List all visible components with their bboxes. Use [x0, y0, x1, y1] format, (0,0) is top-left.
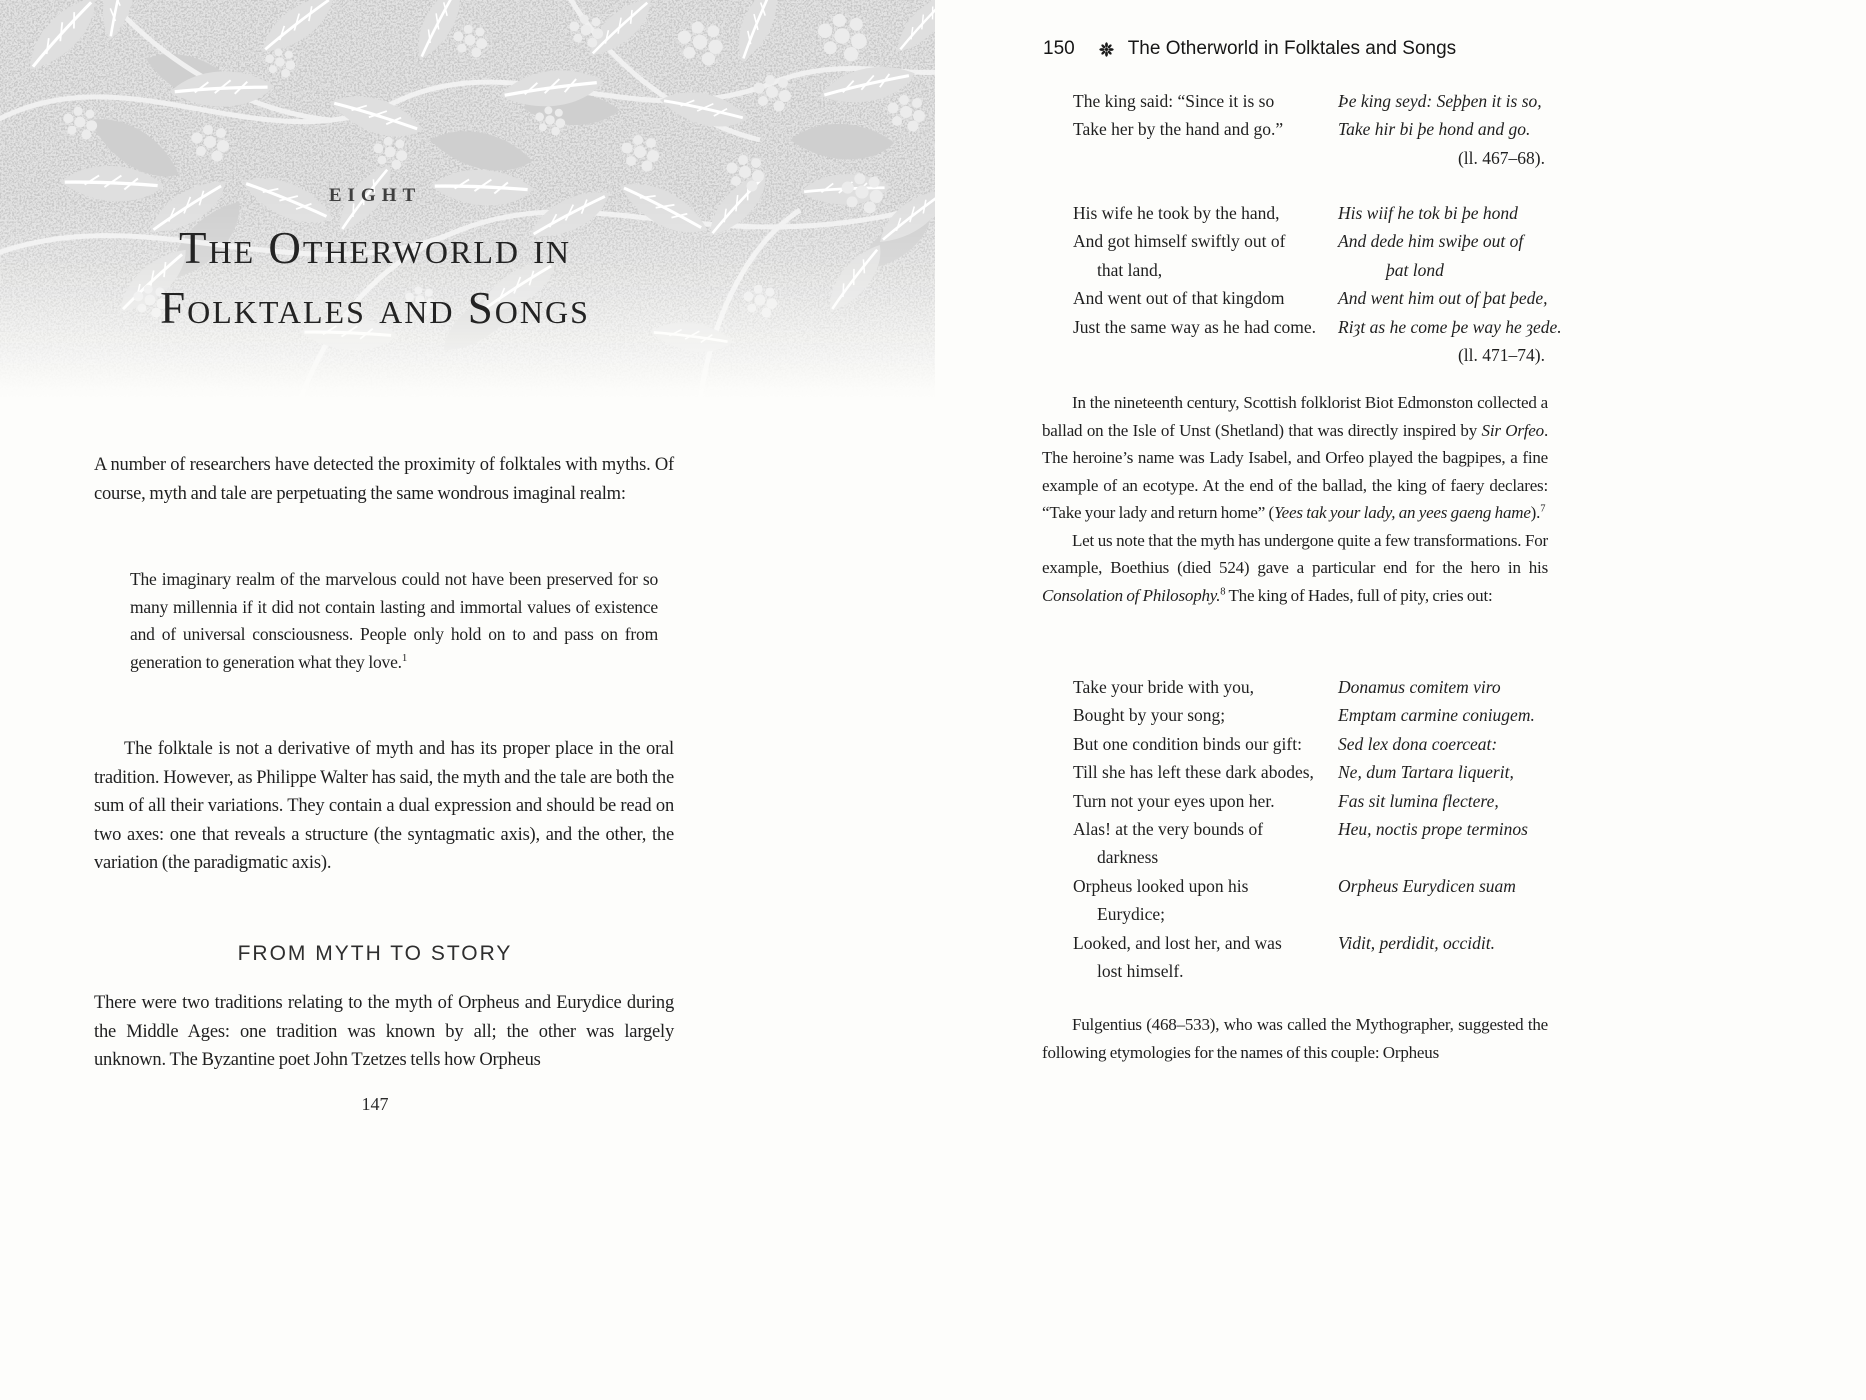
text-run: ).	[1530, 503, 1541, 522]
right-page-prose	[1042, 389, 1548, 609]
paragraph-boethius	[1042, 527, 1548, 610]
verse-row	[1073, 929, 1545, 957]
running-head-title: The Otherworld in Folktales and Songs	[1127, 38, 1457, 59]
verse-line-english: Turn not your eyes upon her.	[1073, 790, 1275, 811]
verse-line-english: But one condition binds our gift:	[1073, 733, 1302, 754]
verse-line-middle-english: Take hir bi þe hond and go.	[1338, 119, 1531, 140]
verse-row	[1073, 673, 1545, 701]
text-run: . The heroine’s name was Lady Isabel, and Orfeo played the bagpipes, a fine example of an ecotype. At the end of the ballad, the king of faery declares: “Take your lady and return home” (	[1042, 420, 1548, 522]
verse-row	[1073, 730, 1545, 758]
verse-line-english: Till she has left these dark abodes,	[1073, 762, 1314, 783]
verse-line-english: Take your bride with you,	[1073, 677, 1255, 697]
italic-dialect-quote: Yees tak your lady, an yees gaeng hame	[1273, 503, 1531, 522]
verse-line-middle-english: þat lond	[1386, 259, 1444, 280]
running-head	[1043, 38, 1456, 60]
verse-row	[1073, 115, 1545, 143]
footnote-marker-8: 8	[1220, 585, 1226, 597]
verse-row	[1073, 701, 1545, 729]
paragraph-folktale: The folktale is not a derivative of myth and has its proper place in the oral tradition. However, as Philippe Walter has said, the myth and the tale are both the sum of all their variations. They contain a dual expression and should be read on two axes: one that reveals a structure (the syntagmatic axis), and the other, the variation (the paradigmatic axis).	[94, 739, 674, 873]
text-run: In the nineteenth century, Scottish folklorist Biot Edmonston collected a ballad on the Isle of Unst (Shetland) that was directly inspired by	[1042, 393, 1548, 440]
verse-line-english: His wife he took by the hand,	[1073, 203, 1280, 223]
verse-row	[1073, 758, 1545, 786]
section-heading-from-myth-to-story: FROM MYTH TO STORY	[237, 942, 513, 965]
verse-row	[1073, 900, 1545, 928]
verse-row	[1073, 815, 1545, 843]
verse-line-latin: Sed lex dona coerceat:	[1338, 733, 1498, 754]
verse-line-english: Take her by the hand and go.”	[1073, 119, 1284, 140]
verse-line-english: lost himself.	[1097, 961, 1184, 982]
paragraph-edmonston	[1042, 389, 1548, 527]
verse-line-middle-english: And dede him swiþe out of	[1338, 231, 1524, 252]
verse-row	[1073, 843, 1545, 871]
verse-row	[1073, 957, 1545, 985]
verse-line-latin: Vidit, perdidit, occidit.	[1338, 932, 1495, 953]
verse-block-471	[1073, 199, 1562, 369]
verse-line-english: And went out of that kingdom	[1073, 288, 1285, 309]
chapter-title-line2: Folktales and Songs	[160, 283, 590, 333]
paragraph-traditions: There were two traditions relating to the myth of Orpheus and Eurydice during the Middle Ages: one tradition was known by all; the other was largely unknown. The Byzantine poet John Tzetzes tells how Orpheus	[94, 993, 674, 1070]
verse-row	[1073, 284, 1548, 312]
verse-line-english: Alas! at the very bounds of	[1073, 819, 1264, 840]
verse-citation: (ll. 467–68).	[1457, 147, 1545, 168]
verse-row	[1073, 256, 1545, 284]
verse-line-english: Just the same way as he had come.	[1073, 316, 1316, 337]
verse-line-latin: Emptam carmine coniugem.	[1338, 705, 1535, 726]
right-page-prose-bottom	[1042, 1011, 1548, 1066]
verse-line-english: darkness	[1097, 847, 1159, 868]
paragraph-intro: A number of researchers have detected the proximity of folktales with myths. Of course, myth and tale are perpetuating the same wondrous imaginal realm:	[94, 455, 674, 504]
verse-line-middle-english: Riȝt as he come þe way he ȝede.	[1338, 316, 1562, 337]
italic-title-sir-orfeo: Sir Orfeo	[1481, 420, 1544, 440]
verse-citation: (ll. 471–74).	[1457, 345, 1545, 366]
verse-block-467	[1073, 87, 1545, 172]
chapter-title-line1: The Otherworld in	[178, 223, 571, 273]
chapter-number-label: EIGHT	[328, 185, 422, 206]
page-number-right: 150	[1043, 38, 1075, 59]
verse-line-english: Eurydice;	[1097, 904, 1166, 925]
verse-row	[1073, 227, 1545, 255]
text-run: Let us note that the myth has undergone quite a few transformations. For example, Boethius (died 524) gave a particular end for the hero in his	[1042, 530, 1548, 577]
verse-row	[1073, 313, 1562, 341]
verse-line-english: Orpheus looked upon his	[1073, 875, 1249, 896]
verse-line-latin: Donamus comitem viro	[1338, 677, 1501, 697]
fleuron-icon	[1099, 42, 1114, 57]
blockquote-imaginary-realm	[130, 566, 658, 676]
italic-title-consolation: Consolation of Philosophy.	[1042, 585, 1221, 605]
verse-row	[1073, 787, 1545, 815]
page-number-left: 147	[361, 1094, 389, 1114]
verse-line-middle-english: Þe king seyd: Seþþen it is so,	[1338, 91, 1542, 111]
verse-line-middle-english: And went him out of þat þede,	[1338, 288, 1548, 309]
text-run: The king of Hades, full of pity, cries out:	[1225, 585, 1493, 605]
verse-line-latin: Heu, noctis prope terminos	[1338, 819, 1528, 840]
verse-line-latin: Ne, dum Tartara liquerit,	[1338, 762, 1514, 783]
paragraph-fulgentius: Fulgentius (468–533), who was called the Mythographer, suggested the following etymologies for the names of this couple: Orpheus	[1042, 1015, 1548, 1062]
verse-line-english: that land,	[1097, 259, 1163, 280]
footnote-marker-7: 7	[1540, 503, 1546, 515]
verse-line-latin: Orpheus Eurydicen suam	[1338, 875, 1516, 896]
blockquote-text: The imaginary realm of the marvelous could not have been preserved for so many millennia if it did not contain lasting and immortal values of existence and of universal consciousness. People only hold on to and pass on from generation to generation what they love.	[130, 569, 658, 672]
verse-block-boethius	[1073, 673, 1545, 985]
verse-line-english: And got himself swiftly out of	[1073, 231, 1286, 252]
verse-line-english: The king said: “Since it is so	[1073, 91, 1275, 111]
verse-row	[1073, 199, 1545, 227]
verse-line-english: Bought by your song;	[1073, 705, 1226, 726]
verse-row	[1073, 872, 1545, 900]
verse-line-english: Looked, and lost her, and was	[1073, 932, 1282, 953]
verse-line-latin: Fas sit lumina flectere,	[1338, 790, 1499, 811]
chapter-title	[0, 218, 750, 338]
verse-row	[1073, 87, 1545, 115]
verse-line-middle-english: His wiif he tok bi þe hond	[1338, 203, 1518, 223]
footnote-marker-1: 1	[401, 651, 408, 664]
